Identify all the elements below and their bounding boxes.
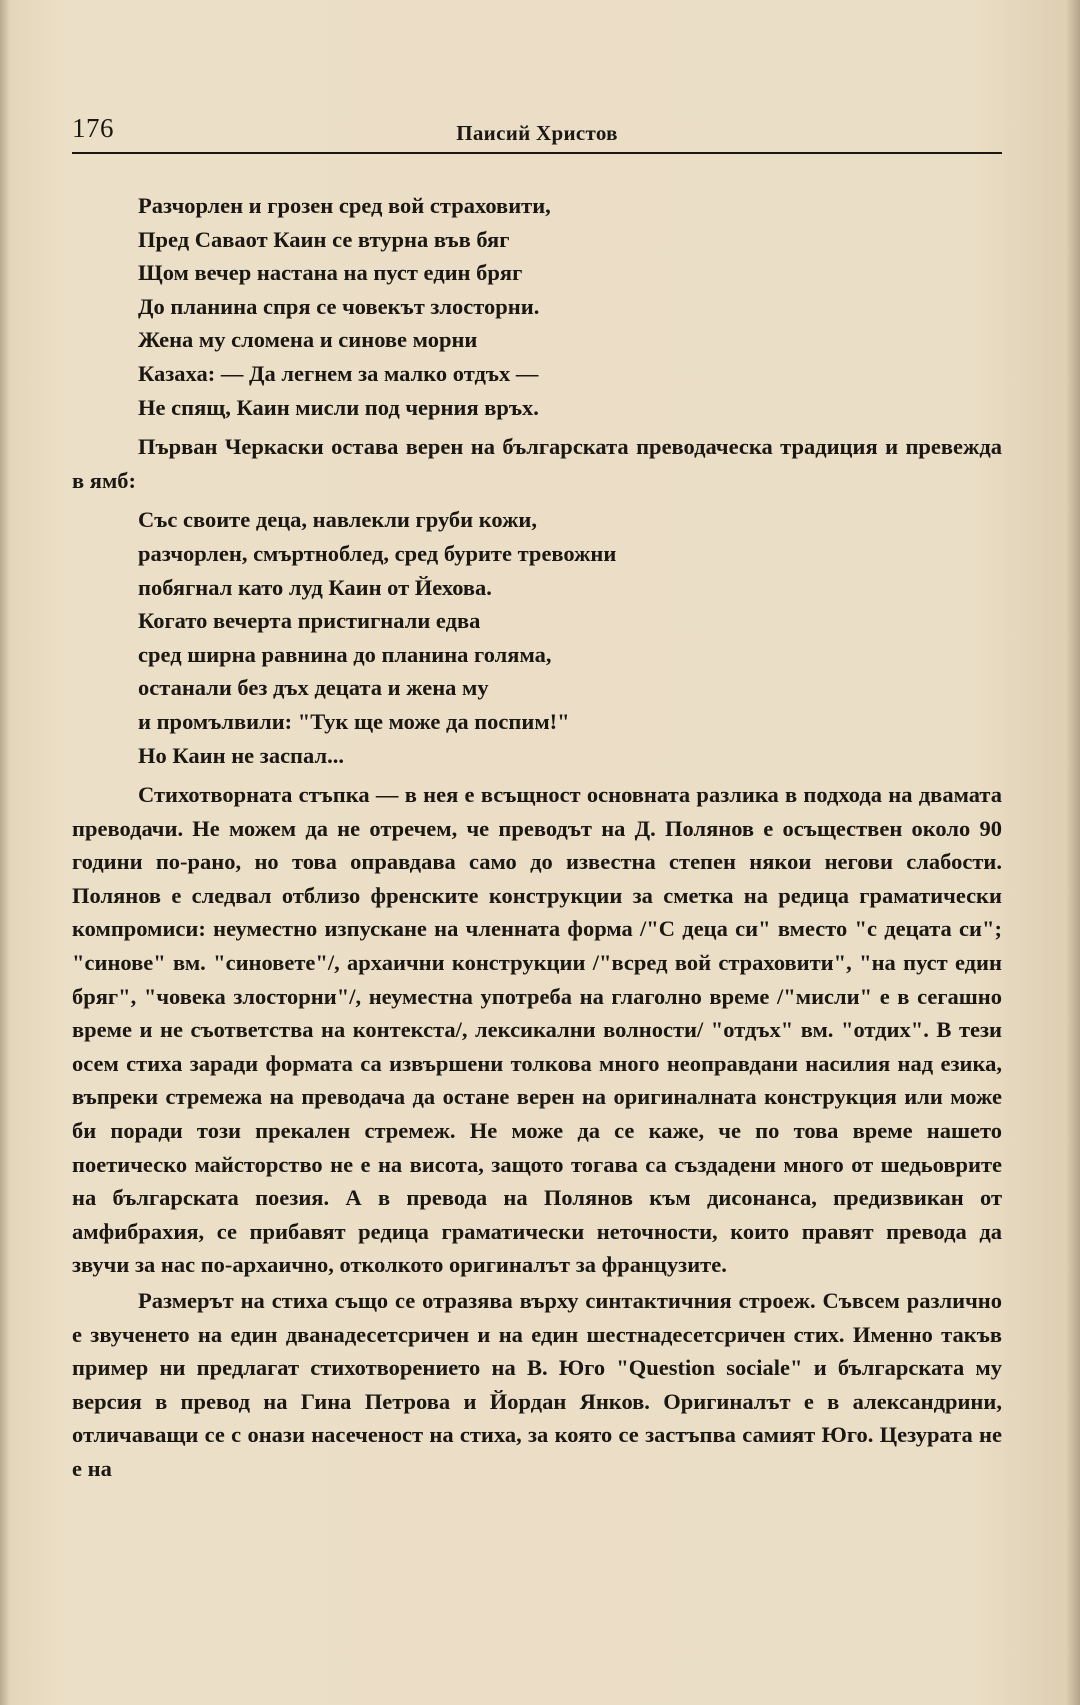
verse-line: разчорлен, смъртноблед, сред бурите тревожни [138,540,617,566]
page-body [72,189,1002,1486]
verse-line: Със своите деца, навлекли груби кожи, [138,507,538,533]
verse-line: Щом вечер настана на пуст един бряг [138,260,523,286]
verse-line: сред ширна равнина до планина голяма, [138,641,552,667]
verse-line: Разчорлен и грозен сред вой страховити, [138,193,551,218]
verse-line: Пред Саваот Каин се втурна във бяг [138,226,510,252]
page-edge-shadow [1066,0,1080,1705]
verse-line: Жена му сломена и синове морни [138,327,478,353]
verse-quote-cherkaski [138,503,1002,772]
verse-line: Не спящ, Каин мисли под черния връх. [138,394,539,420]
verse-line: Но Каин не заспал... [138,742,344,768]
verse-line: побягнал като луд Каин от Йехова. [138,574,492,600]
paragraph-verse-size: Размерът на стиха също се отразява върху синтактичния строеж. Съвсем различно е звученето на един дванадесетсричен и на един шестнадесетсричен стих. Именно такъв пример ни предлагат стихотворението на В. Юго "Question sociale" и българската му версия в превод на Гина Петрова и Йордан Янков. Оригиналът е в александрини, отличаващи се с онази насеченост на стиха, за която се застъпва самият Юго. Цезурата не е на [72,1288,1002,1481]
verse-quote-polyanov [138,189,1002,424]
running-head: Паисий Христов [456,121,618,145]
verse-line: Когато вечерта пристигнали едва [138,608,481,634]
paragraph-intro-cherkaski: Първан Черкаски остава верен на българската преводаческа традиция и превежда в ямб: [72,434,1002,493]
verse-line: До планина спря се човекът злосторни. [138,293,540,319]
verse-line: и промълвили: "Тук ще може да поспим!" [138,708,570,734]
verse-line: Казаха: — Да легнем за малко отдъх — [138,360,539,386]
page-gutter-shadow [0,0,10,1705]
paragraph-metre-analysis: Стихотворната стъпка — в нея е всъщност основната разлика в подхода на двамата преводачи. Не можем да не отречем, че преводът на Д. Полянов е осъществен около 90 години по-рано, но това оправдава само до известна степен някои негови слабости. Полянов е следвал отблизо френските конструкции за сметка на редица граматически компромиси: неуместно изпускане на членната форма /"С деца си" вместо "с децата си"; "синове" вм. "синовете"/, архаични конструкции /"всред вой страховити", "на пуст един бряг", "човека злосторни"/, неуместна употреба на глаголно време /"мисли" е в сегашно време и не съответства на контекста/, лексикални волности/ "отдъх" вм. "отдих". В тези осем стиха заради формата са извършени толкова много неоправдани насилия над езика, въпреки стремежа на преводача да остане верен на оригиналната конструкция или може би поради този прекален стремеж. Не може да се каже, че по това време нашето поетическо майсторство не е на висота, защото тогава са създадени много от шедьоврите на българската поезия. А в превода на Полянов към дисонанса, предизвикан от амфибрахия, се прибавят редица граматически неточности, които правят превода да звучи за нас по-архаично, отколкото оригиналът за французите. [72,782,1002,1278]
page-header [72,108,1002,154]
verse-line: останали без дъх децата и жена му [138,675,489,701]
page-number: 176 [72,113,114,143]
